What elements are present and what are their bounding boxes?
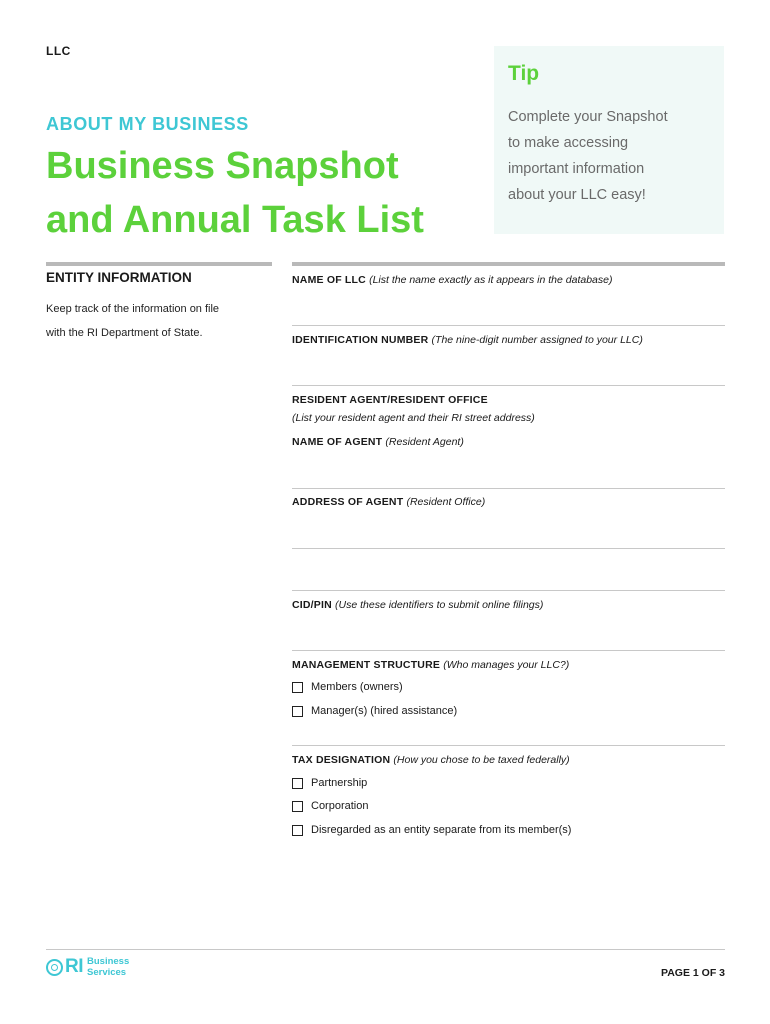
checkbox-label: Corporation [311, 800, 369, 812]
field-label-text: IDENTIFICATION NUMBER [292, 334, 429, 346]
field-hint: (Resident Agent) [385, 436, 464, 448]
field-label-text: NAME OF LLC [292, 274, 366, 286]
field-label-cid-pin [292, 599, 543, 611]
ri-business-services-logo [46, 956, 129, 978]
field-label-tax-designation [292, 754, 570, 766]
checkbox-square[interactable] [292, 825, 303, 836]
checkbox-label: Disregarded as an entity separate from its member(s) [311, 824, 572, 836]
entity-description-line: with the RI Department of State. [46, 327, 203, 339]
tip-title: Tip [508, 62, 540, 85]
document-type-label: LLC [46, 44, 71, 58]
field-hint: (The nine-digit number assigned to your LLC) [431, 334, 643, 346]
checkbox-corporation[interactable] [292, 800, 368, 812]
checkbox-label: Members (owners) [311, 681, 403, 693]
logo-text-line: Business [87, 956, 130, 967]
field-label-text: TAX DESIGNATION [292, 754, 391, 766]
tip-text-line: about your LLC easy! [508, 187, 646, 203]
identification-number-input-line[interactable] [292, 385, 725, 386]
field-hint: (List the name exactly as it appears in the database) [369, 274, 613, 286]
tip-text-line: Complete your Snapshot [508, 109, 668, 125]
field-label-text: MANAGEMENT STRUCTURE [292, 659, 441, 671]
field-label-identification-number [292, 334, 643, 346]
field-label-name-of-agent [292, 436, 464, 448]
logo-ri-text: RI [65, 956, 83, 977]
page-title-line: and Annual Task List [46, 199, 424, 241]
address-of-agent-input-line-2[interactable] [292, 590, 725, 591]
field-label-text: CID/PIN [292, 599, 332, 611]
checkbox-square[interactable] [292, 706, 303, 717]
field-label-text: NAME OF AGENT [292, 436, 383, 448]
checkbox-label: Manager(s) (hired assistance) [311, 705, 458, 717]
name-of-agent-input-line[interactable] [292, 488, 725, 489]
checkbox-square[interactable] [292, 682, 303, 693]
section-divider [292, 262, 725, 266]
page-title-line: Business Snapshot [46, 145, 399, 187]
checkbox-square[interactable] [292, 801, 303, 812]
field-hint: (How you chose to be taxed federally) [393, 754, 570, 766]
checkbox-square[interactable] [292, 778, 303, 789]
field-label-address-of-agent [292, 496, 485, 508]
checkbox-partnership[interactable] [292, 777, 367, 789]
checkbox-managers[interactable] [292, 705, 457, 717]
address-of-agent-input-line[interactable] [292, 548, 725, 549]
field-hint: (Resident Office) [406, 496, 486, 508]
field-label-management-structure [292, 659, 569, 671]
tip-box [494, 46, 724, 234]
field-hint: (Who manages your LLC?) [443, 659, 570, 671]
tip-text-line: to make accessing [508, 135, 629, 151]
field-label-resident-agent [292, 394, 488, 406]
logo-text [87, 956, 129, 978]
footer-divider [46, 949, 725, 950]
resident-agent-subtext: (List your resident agent and their RI street address) [292, 412, 535, 424]
field-label-text: RESIDENT AGENT/RESIDENT OFFICE [292, 394, 488, 406]
tip-text-line: important information [508, 161, 645, 177]
entity-heading: ENTITY INFORMATION [46, 270, 192, 285]
logo-text-line: Services [87, 967, 127, 978]
state-seal-icon [46, 959, 63, 976]
checkbox-label: Partnership [311, 777, 368, 789]
checkbox-disregarded-entity[interactable] [292, 824, 571, 836]
section-kicker: ABOUT MY BUSINESS [46, 114, 249, 134]
name-of-llc-input-line[interactable] [292, 325, 725, 326]
section-divider [46, 262, 272, 266]
field-label-text: ADDRESS OF AGENT [292, 496, 404, 508]
cid-pin-input-line[interactable] [292, 650, 725, 651]
entity-description-line: Keep track of the information on file [46, 303, 220, 315]
page-number: PAGE 1 OF 3 [661, 967, 725, 979]
section-line [292, 745, 725, 746]
field-hint: (Use these identifiers to submit online filings) [335, 599, 544, 611]
field-label-name-of-llc [292, 274, 612, 286]
checkbox-members[interactable] [292, 681, 403, 693]
